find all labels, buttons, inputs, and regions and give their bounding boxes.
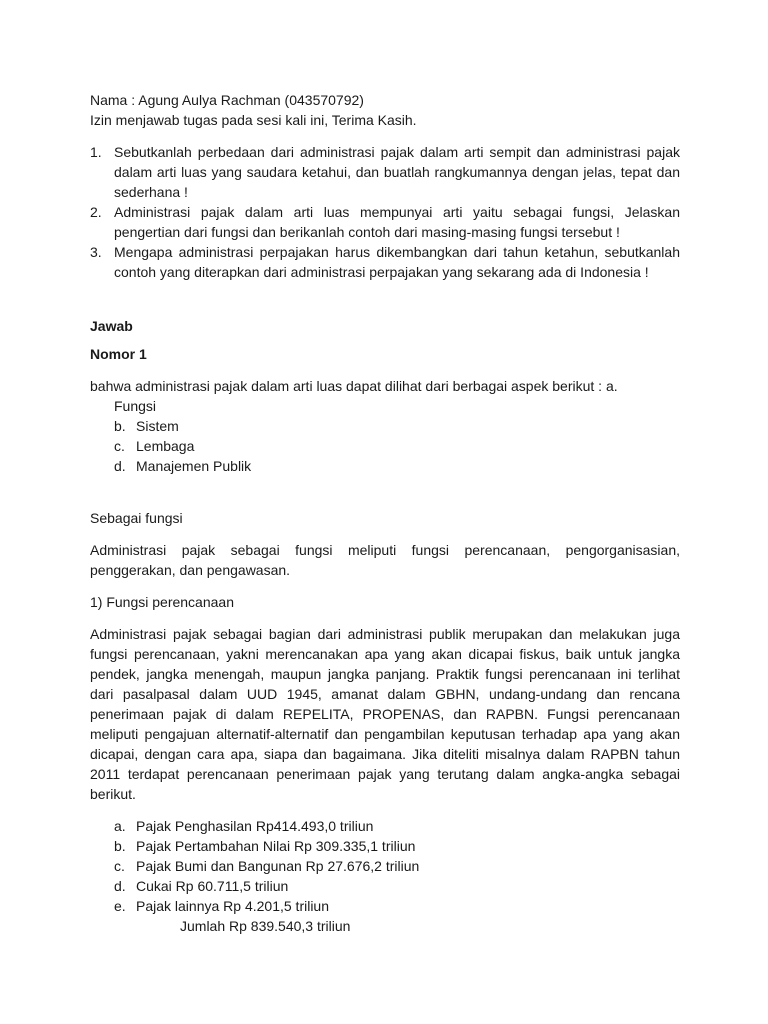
question-item xyxy=(90,242,680,282)
aspect-text: Lembaga xyxy=(136,438,195,454)
total-line: Jumlah Rp 839.540,3 triliun xyxy=(180,918,351,934)
aspect-item xyxy=(90,456,680,476)
tax-item xyxy=(90,816,680,836)
function-heading: Sebagai fungsi xyxy=(90,510,183,526)
tax-item xyxy=(90,856,680,876)
question-number: 1. xyxy=(90,144,102,160)
tax-marker: e. xyxy=(114,898,126,914)
tax-text: Pajak lainnya Rp 4.201,5 triliun xyxy=(136,898,330,914)
question-text: Sebutkanlah perbedaan dari administrasi pajak dalam arti sempit dan administrasi pajak dalam arti luas yang saudara ketahui, dan buatlah rangkumannya dengan jelas, tepat dan sederhana ! xyxy=(114,144,680,200)
student-name-line: Nama : Agung Aulya Rachman (043570792) xyxy=(90,92,364,108)
permission-line: Izin menjawab tugas pada sesi kali ini, Terima Kasih. xyxy=(90,112,417,128)
tax-marker: d. xyxy=(114,878,126,894)
aspect-marker: b. xyxy=(114,418,126,434)
question-number: 2. xyxy=(90,204,102,220)
tax-text: Pajak Penghasilan Rp414.493,0 triliun xyxy=(136,818,374,834)
question-list xyxy=(90,142,680,282)
tax-item xyxy=(90,836,680,856)
tax-item xyxy=(90,896,680,916)
aspect-text: Fungsi xyxy=(114,398,157,414)
question-text: Administrasi pajak dalam arti luas mempunyai arti yaitu sebagai fungsi, Jelaskan pengertian dari fungsi dan berikanlah contoh dari masing-masing fungsi tersebut ! xyxy=(114,204,680,240)
aspect-marker: d. xyxy=(114,458,126,474)
aspect-list xyxy=(90,396,680,476)
aspect-text: Manajemen Publik xyxy=(136,458,252,474)
question-text: Mengapa administrasi perpajakan harus dikembangkan dari tahun ketahun, sebutkanlah contoh yang diterapkan dari administrasi perpajakan yang sekarang ada di Indonesia ! xyxy=(114,244,680,280)
aspect-item xyxy=(90,396,680,416)
tax-text: Pajak Bumi dan Bangunan Rp 27.676,2 triliun xyxy=(136,858,420,874)
aspect-item xyxy=(90,416,680,436)
tax-marker: c. xyxy=(114,858,125,874)
planning-paragraph: Administrasi pajak sebagai bagian dari administrasi publik merupakan dan melakukan juga fungsi perencanaan, yakni merencanakan apa yang akan dicapai fiskus, baik untuk jangka pendek, jangka menengah, maupun jangka panjang. Praktik fungsi perencanaan ini terlihat dari pasalpasal dalam UUD 1945, amanat dalam GBHN, undang-undang dan rencana penerimaan pajak di dalam REPELITA, PROPENAS, dan RAPBN. Fungsi perencanaan meliputi pengajuan alternatif-alternatif dan pengambilan keputusan terhadap apa yang akan dicapai, dengan cara apa, siapa dan bagaimana. Jika diteliti misalnya dalam RAPBN tahun 2011 terdapat perencanaan penerimaan pajak yang terutang dalam angka-angka sebagai berikut. xyxy=(90,626,680,802)
aspect-item xyxy=(90,436,680,456)
answer-heading: Jawab xyxy=(90,318,133,334)
intro-paragraph: bahwa administrasi pajak dalam arti luas dapat dilihat dari berbagai aspek berikut : a. xyxy=(90,378,618,394)
document-page xyxy=(90,90,680,936)
tax-text: Cukai Rp 60.711,5 triliun xyxy=(136,878,289,894)
question-item xyxy=(90,202,680,242)
tax-text: Pajak Pertambahan Nilai Rp 309.335,1 triliun xyxy=(136,838,416,854)
tax-marker: b. xyxy=(114,838,126,854)
function-paragraph: Administrasi pajak sebagai fungsi meliputi fungsi perencanaan, pengorganisasian, penggerakan, dan pengawasan. xyxy=(90,542,680,578)
aspect-text: Sistem xyxy=(136,418,179,434)
tax-item xyxy=(90,876,680,896)
planning-heading: 1) Fungsi perencanaan xyxy=(90,594,234,610)
question-item xyxy=(90,142,680,202)
question-number: 3. xyxy=(90,244,102,260)
tax-marker: a. xyxy=(114,818,126,834)
number-heading: Nomor 1 xyxy=(90,346,147,362)
aspect-marker: c. xyxy=(114,438,125,454)
tax-revenue-list xyxy=(90,816,680,916)
